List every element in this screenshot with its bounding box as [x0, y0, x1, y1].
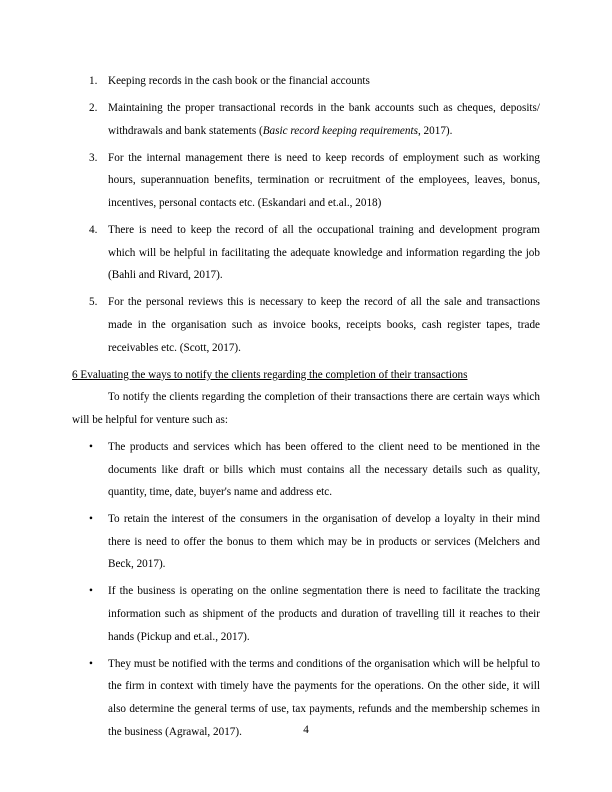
- list-item: [72, 70, 540, 93]
- bullet-text: They must be notified with the terms and conditions of the organisation which will be helpful to the firm in context with timely have the payments for the operations. On the other side, it will also determine the general terms of use, tax payments, refunds and the membership schemes in the business (Agrawal, 2017).: [108, 657, 540, 738]
- bullet-item: [72, 436, 540, 504]
- list-item: [72, 219, 540, 287]
- bullet-text: The products and services which has been offered to the client need to be mentioned in the documents like draft or bills which must contains all the necessary details such as quality, quantity, time, date, buyer's name and address etc.: [108, 440, 540, 499]
- list-item-number: 3.: [89, 151, 98, 164]
- bullet-item: [72, 508, 540, 576]
- list-item-text: Maintaining the proper transactional records in the bank accounts such as cheques, deposits/ withdrawals and bank statements (: [108, 102, 540, 137]
- list-item-text: There is need to keep the record of all the occupational training and development program which will be helpful in facilitating the adequate knowledge and information regarding the job (Bahli and Rivard, 2017).: [108, 224, 540, 282]
- bullet-icon: •: [89, 440, 93, 453]
- list-item-number: 1.: [89, 75, 98, 87]
- list-item: [72, 147, 540, 215]
- bullet-icon: •: [89, 657, 93, 670]
- list-item-number: 5.: [89, 296, 98, 309]
- bullet-text: To retain the interest of the consumers in the organisation of develop a loyalty in their mind there is need to offer the bonus to them which may be in products or services (Melchers and Beck, 2017).: [108, 513, 540, 571]
- list-item-number: 2.: [89, 102, 98, 115]
- bullet-icon: •: [89, 585, 93, 598]
- list-item-number: 4.: [89, 224, 98, 237]
- list-item-text: Keeping records in the cash book or the financial accounts: [108, 75, 370, 87]
- list-item-text: For the personal reviews this is necessary to keep the record of all the sale and transactions made in the organisation such as invoice books, receipts books, cash register tapes, trade receivables etc. (Scott, 2017).: [108, 296, 540, 354]
- list-item-text: For the internal management there is need to keep records of employment such as working hours, superannuation benefits, termination or recruitment of the employees, leaves, bonus, incentives, personal contacts etc. (Eskandari and et.al., 2018): [108, 151, 540, 209]
- page-number: 4: [303, 724, 309, 736]
- list-item-text-end: , 2017).: [417, 124, 453, 137]
- section-heading: 6 Evaluating the ways to notify the clients regarding the completion of their transactions: [72, 368, 468, 381]
- list-item: [72, 97, 540, 142]
- intro-paragraph: To notify the clients regarding the completion of their transactions there are certain ways which will be helpful for venture such as:: [72, 391, 540, 426]
- page-content: [72, 70, 540, 748]
- bullet-text: If the business is operating on the online segmentation there is need to facilitate the tracking information such as shipment of the products and duration of travelling till it reaches to their hands (Pickup and et.al., 2017).: [108, 585, 540, 643]
- list-item: [72, 291, 540, 359]
- bullet-icon: •: [89, 513, 93, 526]
- numbered-list: [72, 70, 540, 359]
- bullet-item: [72, 580, 540, 648]
- italic-citation: Basic record keeping requirements: [262, 124, 418, 137]
- bullet-list: [72, 436, 540, 743]
